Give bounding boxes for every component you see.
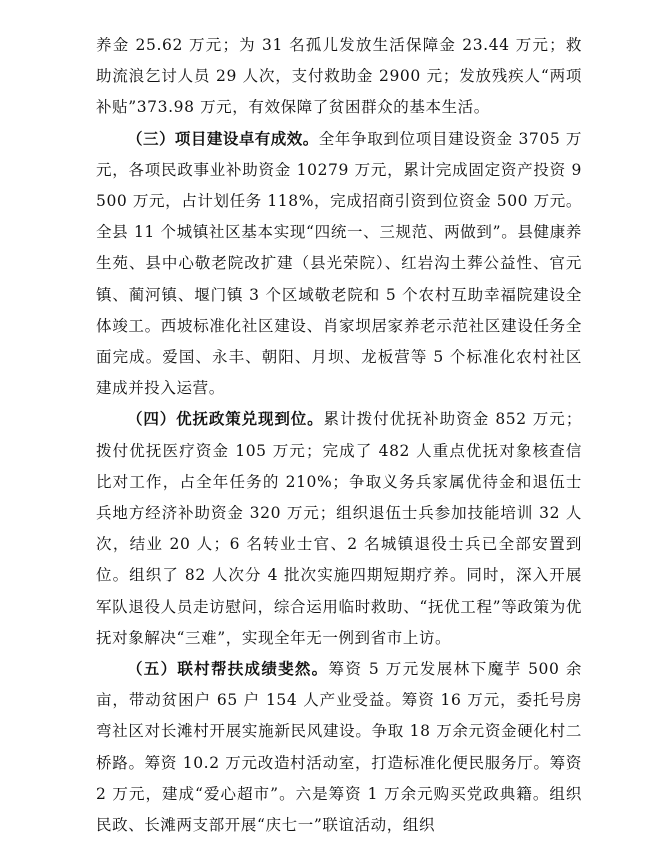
paragraph-text: 累计拨付优抚补助资金 852 万元；拨付优抚医疗资金 105 万元；完成了 482 人重点优抚对象核查信比对工作，占全年任务的 210%；争取义务兵家属优待金和退伍士兵地方经济补助资金 320 万元；组织退伍士兵参加技能培训 32 人次，结业 20 人；6 名转业士官、2 名城镇退役士兵已全部安置到位。组织了 82 人次分 4 批次实施四期短期疗养。同时，深入开展军队退役人员走访慰问，综合运用临时救助、“抚优工程”等政策为优抚对象解决“三难”，实现全年无一例到省市上访。: [96, 410, 582, 647]
paragraph-preferential-policy: [96, 404, 582, 654]
section-heading: （四）优抚政策兑现到位。: [127, 410, 324, 429]
paragraph-project-construction: [96, 124, 582, 405]
section-heading: （五）联村帮扶成绩斐然。: [127, 660, 329, 679]
paragraph-village-assistance: [96, 654, 582, 841]
paragraph-text: 筹资 5 万元发展林下魔芋 500 余亩，带动贫困户 65 户 154 人产业受益。筹资 16 万元，委托号房弯社区对长滩村开展实施新民风建设。争取 18 万余元资金硬化村二桥路。筹资 10.2 万元改造村活动室，打造标准化便民服务厅。筹资 2 万元，建成“爱心超市”。六是筹资 1 万余元购买党政典籍。组织民政、长滩两支部开展“庆七一”联谊活动，组织: [96, 660, 582, 835]
paragraph-relief-funds: [96, 30, 582, 124]
paragraph-text: 全年争取到位项目建设资金 3705 万元，各项民政事业补助资金 10279 万元，累计完成固定资产投资 9500 万元，占计划任务 118%，完成招商引资到位资金 500 万元。全县 11 个城镇社区基本实现“四统一、三规范、两做到”。县健康养生苑、县中心敬老院改扩建（县光荣院）、红岩沟土葬公益性、官元镇、蔺河镇、堰门镇 3 个区域敬老院和 5 个农村互助幸福院建设全体竣工。西坡标准化社区建设、肖家坝居家养老示范社区建设任务全面完成。爱国、永丰、朝阳、月坝、龙板营等 5 个标准化农村社区建成并投入运营。: [96, 129, 582, 398]
document-page: [96, 30, 582, 841]
paragraph-text: 养金 25.62 万元；为 31 名孤儿发放生活保障金 23.44 万元；救助流浪乞讨人员 29 人次，支付救助金 2900 元；发放残疾人“两项补贴”373.98 万元，有效保障了贫困群众的基本生活。: [96, 36, 582, 117]
section-heading: （三）项目建设卓有成效。: [127, 129, 319, 148]
